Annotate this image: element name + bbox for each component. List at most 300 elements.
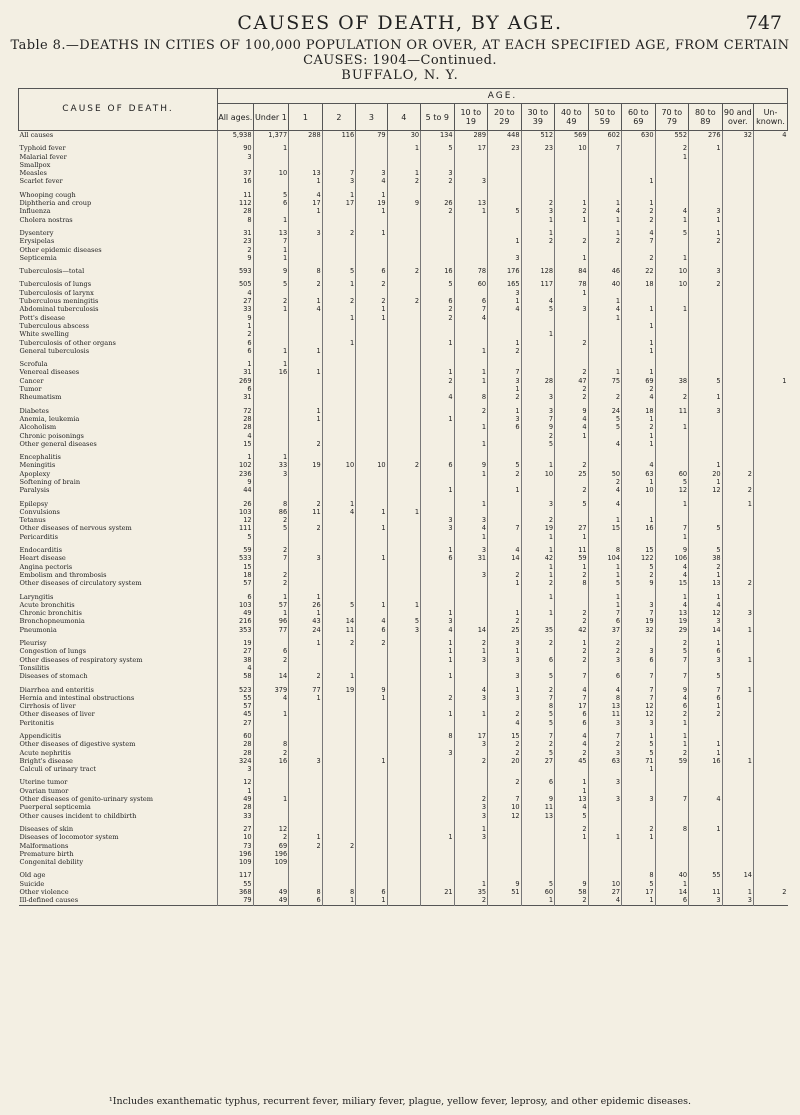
death-count-cell: 5 bbox=[253, 524, 289, 532]
death-count-cell: 3 bbox=[689, 617, 723, 625]
death-count-cell: 27 bbox=[217, 825, 253, 833]
death-count-cell bbox=[421, 360, 455, 368]
death-count-cell bbox=[253, 177, 289, 185]
death-count-cell bbox=[488, 360, 522, 368]
death-count-cell bbox=[387, 803, 421, 811]
death-count-cell: 2 bbox=[588, 237, 622, 245]
death-count-cell bbox=[387, 546, 421, 554]
death-count-cell bbox=[421, 470, 455, 478]
death-count-cell bbox=[421, 896, 455, 905]
death-count-cell: 84 bbox=[555, 267, 589, 275]
death-count-cell bbox=[753, 385, 787, 393]
death-count-cell: 1 bbox=[722, 888, 753, 896]
death-count-cell bbox=[753, 871, 787, 879]
death-count-cell: 1 bbox=[488, 486, 522, 494]
death-count-cell: 324 bbox=[217, 757, 253, 765]
death-count-cell: 533 bbox=[217, 554, 253, 562]
cause-label: Diabetes bbox=[19, 406, 49, 415]
death-count-cell bbox=[588, 347, 622, 355]
death-count-cell: 4 bbox=[588, 486, 622, 494]
death-count-cell: 12 bbox=[622, 710, 656, 718]
death-count-cell bbox=[588, 812, 622, 820]
death-count-cell bbox=[454, 246, 488, 254]
death-count-cell: 2 bbox=[555, 617, 589, 625]
death-count-cell bbox=[322, 407, 356, 415]
death-count-cell bbox=[217, 161, 253, 169]
death-count-cell bbox=[356, 216, 387, 224]
death-count-cell bbox=[689, 880, 723, 888]
death-count-cell: 2 bbox=[588, 647, 622, 655]
cause-label: Scrofula bbox=[19, 360, 48, 369]
death-count-cell bbox=[521, 765, 555, 773]
death-count-cell: 78 bbox=[454, 267, 488, 275]
death-count-cell: 11 bbox=[588, 710, 622, 718]
death-count-cell: 6 bbox=[421, 554, 455, 562]
cause-label: Other diseases of nervous system bbox=[19, 524, 132, 533]
table-row bbox=[19, 339, 788, 347]
death-count-cell bbox=[655, 246, 689, 254]
death-count-cell: 77 bbox=[253, 626, 289, 634]
death-count-cell: 1 bbox=[356, 191, 387, 199]
death-count-cell: 1 bbox=[521, 546, 555, 554]
death-count-cell: 2 bbox=[421, 305, 455, 313]
age-column-header: 30 to 39 bbox=[521, 104, 555, 131]
death-count-cell: 3 bbox=[454, 803, 488, 811]
death-count-cell: 4 bbox=[588, 440, 622, 448]
death-count-cell bbox=[387, 787, 421, 795]
death-count-cell: 19 bbox=[217, 639, 253, 647]
death-count-cell: 4 bbox=[655, 571, 689, 579]
table-row bbox=[19, 440, 788, 448]
death-count-cell bbox=[689, 161, 723, 169]
death-count-cell: 4 bbox=[555, 732, 589, 740]
death-count-cell: 1 bbox=[588, 368, 622, 376]
death-count-cell bbox=[253, 330, 289, 338]
table-row bbox=[19, 322, 788, 330]
death-count-cell bbox=[253, 778, 289, 786]
death-count-cell: 7 bbox=[322, 169, 356, 177]
death-count-cell: 3 bbox=[622, 601, 656, 609]
death-count-cell bbox=[588, 432, 622, 440]
table-row bbox=[19, 626, 788, 634]
death-count-cell bbox=[521, 647, 555, 655]
cause-label: Puerperal septicemia bbox=[19, 803, 91, 812]
death-count-cell: 2 bbox=[488, 470, 522, 478]
death-count-cell bbox=[689, 254, 723, 262]
table-row bbox=[19, 297, 788, 305]
death-count-cell: 8 bbox=[555, 579, 589, 587]
page-number: 747 bbox=[745, 12, 782, 34]
death-count-cell bbox=[387, 339, 421, 347]
death-count-cell bbox=[722, 280, 753, 288]
death-count-cell: 49 bbox=[217, 795, 253, 803]
death-count-cell bbox=[622, 169, 656, 177]
death-count-cell bbox=[689, 415, 723, 423]
death-count-cell bbox=[521, 322, 555, 330]
death-count-cell bbox=[322, 516, 356, 524]
death-count-cell: 4 bbox=[622, 229, 656, 237]
death-count-cell bbox=[253, 385, 289, 393]
death-count-cell: 103 bbox=[217, 508, 253, 516]
death-count-cell: 1 bbox=[488, 647, 522, 655]
death-count-cell bbox=[356, 153, 387, 161]
death-count-cell: 2 bbox=[555, 486, 589, 494]
death-count-cell: 1 bbox=[622, 516, 656, 524]
death-count-cell bbox=[289, 385, 323, 393]
death-count-cell bbox=[722, 732, 753, 740]
death-count-cell bbox=[421, 795, 455, 803]
death-count-cell: 1 bbox=[689, 461, 723, 469]
death-count-cell: 3 bbox=[488, 254, 522, 262]
death-count-cell: 1 bbox=[655, 500, 689, 508]
death-count-cell bbox=[689, 516, 723, 524]
death-count-cell: 35 bbox=[521, 626, 555, 634]
death-count-cell: 2 bbox=[521, 199, 555, 207]
death-count-cell bbox=[622, 360, 656, 368]
death-count-cell: 5 bbox=[622, 563, 656, 571]
death-count-cell bbox=[555, 593, 589, 601]
death-count-cell bbox=[322, 478, 356, 486]
death-count-cell: 1 bbox=[289, 177, 323, 185]
death-count-cell: 4 bbox=[588, 686, 622, 694]
death-count-cell bbox=[421, 686, 455, 694]
death-count-cell bbox=[253, 322, 289, 330]
death-count-cell: 11 bbox=[217, 191, 253, 199]
table-row bbox=[19, 415, 788, 423]
death-count-cell bbox=[421, 407, 455, 415]
death-count-cell bbox=[289, 778, 323, 786]
death-count-cell bbox=[588, 330, 622, 338]
death-count-cell bbox=[387, 732, 421, 740]
death-count-cell: 9 bbox=[622, 579, 656, 587]
death-count-cell: 1 bbox=[488, 407, 522, 415]
death-count-cell bbox=[454, 330, 488, 338]
death-count-cell: 116 bbox=[322, 131, 356, 140]
death-count-cell bbox=[253, 765, 289, 773]
death-count-cell bbox=[722, 647, 753, 655]
death-count-cell: 1 bbox=[356, 508, 387, 516]
death-count-cell bbox=[253, 533, 289, 541]
death-count-cell: 5 bbox=[217, 533, 253, 541]
cause-label: Bright's disease bbox=[19, 756, 73, 765]
death-count-cell bbox=[253, 871, 289, 879]
age-column-header: 70 to 79 bbox=[655, 104, 689, 131]
death-count-cell: 4 bbox=[289, 305, 323, 313]
death-count-cell: 1 bbox=[454, 647, 488, 655]
death-count-cell: 9 bbox=[356, 686, 387, 694]
table-row bbox=[19, 254, 788, 262]
death-count-cell: 1 bbox=[454, 368, 488, 376]
death-count-cell bbox=[289, 246, 323, 254]
age-column-header: 10 to 19 bbox=[454, 104, 488, 131]
death-count-cell bbox=[588, 508, 622, 516]
death-count-cell bbox=[488, 858, 522, 866]
death-count-cell bbox=[588, 825, 622, 833]
death-count-cell: 102 bbox=[217, 461, 253, 469]
death-count-cell: 31 bbox=[454, 554, 488, 562]
death-count-cell bbox=[753, 694, 787, 702]
death-count-cell bbox=[753, 199, 787, 207]
death-count-cell: 9 bbox=[521, 423, 555, 431]
death-count-cell bbox=[289, 161, 323, 169]
death-count-cell: 2 bbox=[356, 280, 387, 288]
death-count-cell: 1 bbox=[655, 732, 689, 740]
table-row bbox=[19, 423, 788, 431]
page-header bbox=[0, 0, 800, 82]
death-count-cell: 6 bbox=[253, 199, 289, 207]
death-count-cell bbox=[421, 423, 455, 431]
death-count-cell bbox=[289, 478, 323, 486]
table-row bbox=[19, 686, 788, 694]
cause-label: Diseases of stomach bbox=[19, 672, 88, 681]
death-count-cell bbox=[253, 803, 289, 811]
death-count-cell: 55 bbox=[217, 880, 253, 888]
death-count-cell bbox=[454, 385, 488, 393]
table-row bbox=[19, 486, 788, 494]
death-count-cell: 2 bbox=[689, 280, 723, 288]
death-count-cell: 28 bbox=[217, 749, 253, 757]
death-count-cell: 38 bbox=[217, 656, 253, 664]
death-count-cell: 60 bbox=[217, 732, 253, 740]
age-column-header: 2 bbox=[322, 104, 356, 131]
cause-label: Uterine tumor bbox=[19, 778, 68, 787]
death-count-cell: 2 bbox=[622, 207, 656, 215]
death-count-cell: 26 bbox=[289, 601, 323, 609]
death-count-cell: 2 bbox=[488, 740, 522, 748]
death-count-cell bbox=[387, 500, 421, 508]
death-count-cell bbox=[488, 593, 522, 601]
death-count-cell bbox=[253, 432, 289, 440]
death-count-cell bbox=[356, 833, 387, 841]
cause-label: Meningitis bbox=[19, 461, 56, 470]
death-count-cell bbox=[454, 858, 488, 866]
death-count-cell: 2 bbox=[253, 546, 289, 554]
death-count-cell bbox=[356, 593, 387, 601]
death-count-cell: 2 bbox=[655, 639, 689, 647]
death-count-cell bbox=[289, 330, 323, 338]
death-count-cell bbox=[689, 289, 723, 297]
death-count-cell: 17 bbox=[322, 199, 356, 207]
death-count-cell: 3 bbox=[454, 546, 488, 554]
death-count-cell: 2 bbox=[588, 639, 622, 647]
death-count-cell bbox=[722, 765, 753, 773]
death-count-cell bbox=[387, 842, 421, 850]
death-count-cell: 18 bbox=[217, 571, 253, 579]
death-count-cell bbox=[454, 453, 488, 461]
death-count-cell bbox=[689, 440, 723, 448]
death-count-cell: 63 bbox=[622, 470, 656, 478]
death-count-cell: 9 bbox=[387, 199, 421, 207]
death-count-cell: 5 bbox=[622, 749, 656, 757]
death-count-cell bbox=[753, 486, 787, 494]
table-row bbox=[19, 177, 788, 185]
death-count-cell bbox=[555, 169, 589, 177]
cause-label: Paralysis bbox=[19, 486, 50, 495]
table-row bbox=[19, 778, 788, 786]
death-count-cell bbox=[289, 871, 323, 879]
cause-label: Pneumonia bbox=[19, 625, 57, 634]
death-count-cell bbox=[521, 339, 555, 347]
death-count-cell: 11 bbox=[521, 803, 555, 811]
table-row bbox=[19, 812, 788, 820]
death-count-cell bbox=[356, 609, 387, 617]
death-count-cell bbox=[722, 719, 753, 727]
death-count-cell: 1 bbox=[622, 440, 656, 448]
death-count-cell: 1 bbox=[521, 216, 555, 224]
death-count-cell bbox=[421, 254, 455, 262]
death-count-cell bbox=[454, 237, 488, 245]
death-count-cell bbox=[689, 330, 723, 338]
death-count-cell bbox=[655, 177, 689, 185]
death-count-cell: 4 bbox=[555, 803, 589, 811]
death-count-cell bbox=[588, 385, 622, 393]
death-count-cell bbox=[322, 161, 356, 169]
death-count-cell: 3 bbox=[454, 740, 488, 748]
death-count-cell bbox=[454, 672, 488, 680]
death-count-cell bbox=[689, 858, 723, 866]
death-count-cell: 24 bbox=[588, 407, 622, 415]
death-count-cell bbox=[421, 440, 455, 448]
death-count-cell bbox=[622, 593, 656, 601]
cause-label: Other diseases of respiratory system bbox=[19, 655, 143, 664]
age-column-header: 3 bbox=[356, 104, 387, 131]
death-count-cell bbox=[555, 664, 589, 672]
death-count-cell bbox=[753, 740, 787, 748]
death-count-cell: 5 bbox=[655, 478, 689, 486]
death-count-cell bbox=[322, 850, 356, 858]
death-count-cell bbox=[555, 322, 589, 330]
death-count-cell: 236 bbox=[217, 470, 253, 478]
table-subtitle: CAUSES: 1904—Continued. bbox=[303, 53, 497, 68]
death-count-cell bbox=[622, 161, 656, 169]
age-column-header: 40 to 49 bbox=[555, 104, 589, 131]
death-count-cell bbox=[722, 153, 753, 161]
death-count-cell: 28 bbox=[217, 415, 253, 423]
death-count-cell: 1 bbox=[689, 825, 723, 833]
cause-label: Convulsions bbox=[19, 507, 60, 516]
death-count-cell: 1 bbox=[588, 199, 622, 207]
table-row bbox=[19, 246, 788, 254]
death-count-cell: 1 bbox=[555, 216, 589, 224]
death-count-cell bbox=[521, 508, 555, 516]
death-count-cell bbox=[289, 237, 323, 245]
death-count-cell bbox=[753, 453, 787, 461]
death-count-cell bbox=[722, 144, 753, 152]
death-count-cell: 7 bbox=[253, 237, 289, 245]
death-count-cell bbox=[521, 289, 555, 297]
death-count-cell: 552 bbox=[655, 131, 689, 140]
table-row bbox=[19, 694, 788, 702]
death-count-cell: 1 bbox=[322, 314, 356, 322]
death-count-cell bbox=[289, 795, 323, 803]
death-count-cell: 1 bbox=[588, 563, 622, 571]
death-count-cell bbox=[753, 617, 787, 625]
death-count-cell bbox=[289, 732, 323, 740]
death-count-cell: 2 bbox=[555, 393, 589, 401]
death-count-cell: 4 bbox=[588, 207, 622, 215]
cause-label: Abdominal tuberculosis bbox=[19, 305, 99, 314]
death-count-cell bbox=[521, 858, 555, 866]
death-count-cell: 2 bbox=[253, 833, 289, 841]
table-row bbox=[19, 833, 788, 841]
death-count-cell bbox=[722, 237, 753, 245]
death-count-cell bbox=[322, 377, 356, 385]
death-count-cell bbox=[387, 347, 421, 355]
death-count-cell bbox=[322, 571, 356, 579]
death-count-cell: 1 bbox=[356, 207, 387, 215]
death-count-cell bbox=[322, 702, 356, 710]
death-count-cell bbox=[622, 664, 656, 672]
death-count-cell bbox=[521, 246, 555, 254]
death-count-cell bbox=[421, 757, 455, 765]
death-count-cell bbox=[356, 339, 387, 347]
death-count-cell: 1 bbox=[421, 546, 455, 554]
death-count-cell: 5 bbox=[622, 740, 656, 748]
death-count-cell: 2 bbox=[322, 229, 356, 237]
death-count-cell: 8 bbox=[421, 732, 455, 740]
death-count-cell bbox=[387, 423, 421, 431]
death-count-cell bbox=[421, 702, 455, 710]
death-count-cell: 4 bbox=[322, 508, 356, 516]
death-count-cell: 1 bbox=[622, 305, 656, 313]
death-count-cell bbox=[753, 144, 787, 152]
death-count-cell: 1 bbox=[555, 199, 589, 207]
death-count-cell bbox=[356, 237, 387, 245]
cause-label: Tuberculosis of other organs bbox=[19, 338, 116, 347]
death-count-cell bbox=[722, 254, 753, 262]
death-count-cell bbox=[753, 407, 787, 415]
death-count-cell: 10 bbox=[555, 144, 589, 152]
death-count-cell bbox=[722, 842, 753, 850]
death-count-cell: 2 bbox=[387, 267, 421, 275]
death-count-cell: 6 bbox=[655, 702, 689, 710]
death-count-cell: 3 bbox=[521, 207, 555, 215]
death-count-cell bbox=[753, 415, 787, 423]
death-count-cell: 2 bbox=[622, 571, 656, 579]
cause-label: Apoplexy bbox=[19, 469, 51, 478]
cause-label: Tonsilitis bbox=[19, 663, 50, 672]
death-count-cell bbox=[253, 787, 289, 795]
death-count-cell: 12 bbox=[689, 609, 723, 617]
death-count-cell bbox=[753, 440, 787, 448]
death-count-cell: 2 bbox=[488, 749, 522, 757]
death-count-cell bbox=[322, 305, 356, 313]
age-column-header: 5 to 9 bbox=[421, 104, 455, 131]
death-count-cell: 1 bbox=[488, 339, 522, 347]
death-count-cell bbox=[488, 314, 522, 322]
death-count-cell bbox=[722, 702, 753, 710]
death-count-cell bbox=[622, 500, 656, 508]
death-count-cell: 1 bbox=[521, 571, 555, 579]
death-count-cell: 19 bbox=[655, 617, 689, 625]
table-row bbox=[19, 161, 788, 169]
death-count-cell bbox=[454, 842, 488, 850]
death-count-cell: 3 bbox=[421, 524, 455, 532]
death-count-cell bbox=[521, 850, 555, 858]
death-count-cell: 3 bbox=[454, 516, 488, 524]
death-count-cell: 1 bbox=[356, 305, 387, 313]
death-count-cell bbox=[722, 305, 753, 313]
death-count-cell: 6 bbox=[689, 694, 723, 702]
table-row bbox=[19, 169, 788, 177]
death-count-cell bbox=[421, 500, 455, 508]
death-count-cell: 5 bbox=[488, 461, 522, 469]
death-count-cell: 6 bbox=[217, 339, 253, 347]
death-count-cell bbox=[689, 508, 723, 516]
deaths-table bbox=[18, 88, 788, 906]
death-count-cell bbox=[588, 254, 622, 262]
death-count-cell bbox=[753, 702, 787, 710]
